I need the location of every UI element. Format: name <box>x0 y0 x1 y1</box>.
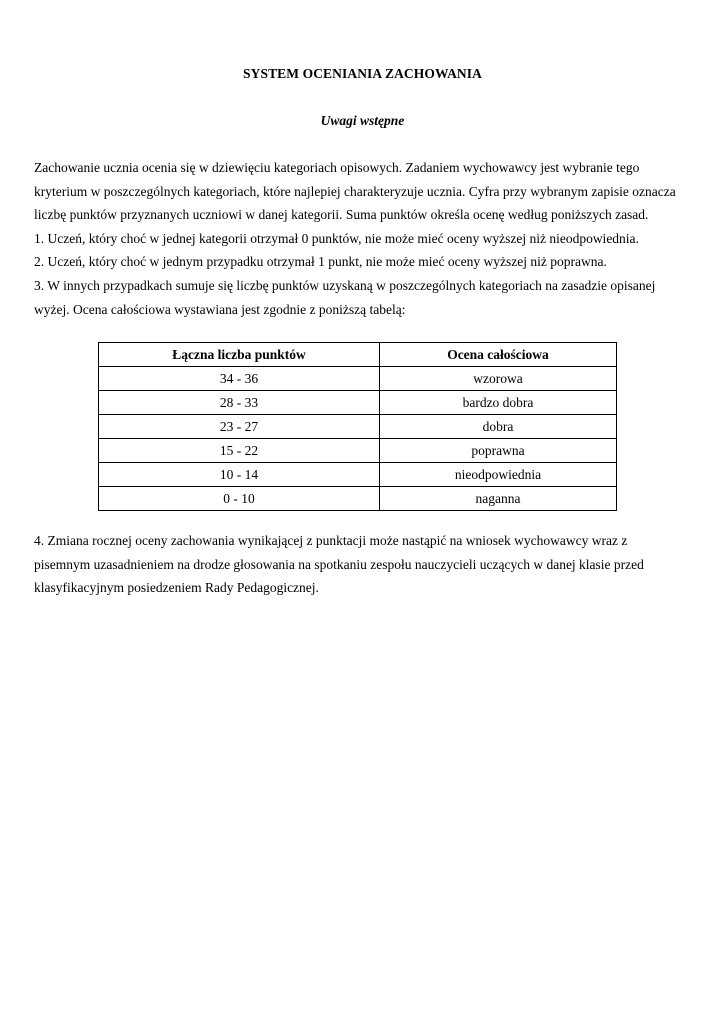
grade-cell: dobra <box>380 415 617 439</box>
intro-line: Zachowanie ucznia ocenia się w dziewięciu kategoriach opisowych. Zadaniem wychowawcy jest wybranie tego <box>34 160 640 175</box>
grade-cell: poprawna <box>380 439 617 463</box>
table-row <box>99 487 617 511</box>
rule-4-line: klasyfikacyjnym posiedzeniem Rady Pedagogicznej. <box>34 580 319 596</box>
grade-cell: bardzo dobra <box>380 391 617 415</box>
rule-2-line: 2. Uczeń, który choć w jednym przypadku otrzymał 1 punkt, nie może mieć oceny wyższej niż poprawna. <box>34 254 607 270</box>
table-row <box>99 439 617 463</box>
points-range-cell: 28 - 33 <box>99 391 380 415</box>
rule-3-line: 3. W innych przypadkach sumuje się liczbę punktów uzyskaną w poszczególnych kategoriach na zasadzie opisanej <box>34 277 656 293</box>
rule-3-line: wyżej. Ocena całościowa wystawiana jest zgodnie z poniższą tabelą: <box>34 301 406 317</box>
rule-4-line: 4. Zmiana rocznej oceny zachowania wynikającej z punktacji może nastąpić na wniosek wychowawcy wraz z <box>34 533 628 548</box>
points-range-cell: 34 - 36 <box>99 367 380 391</box>
grade-cell: naganna <box>380 487 617 511</box>
table-row <box>99 415 617 439</box>
intro-line: kryterium w poszczególnych kategoriach, które najlepiej charakteryzuje ucznia. Cyfra przy wybranym zapisie oznacza <box>34 183 676 199</box>
points-range-cell: 10 - 14 <box>99 463 380 487</box>
header-overall-grade: Ocena całościowa <box>380 343 617 367</box>
table-row <box>99 391 617 415</box>
rule-1-line: 1. Uczeń, który choć w jednej kategorii otrzymał 0 punktów, nie może mieć oceny wyższej niż nieodpowiednia. <box>34 230 639 246</box>
grading-table <box>98 342 617 511</box>
grade-cell: wzorowa <box>380 367 617 391</box>
table-row <box>99 367 617 391</box>
document-title: SYSTEM OCENIANIA ZACHOWANIA <box>243 66 482 81</box>
closing-paragraph <box>34 529 694 600</box>
table-row <box>99 463 617 487</box>
points-range-cell: 15 - 22 <box>99 439 380 463</box>
document-subtitle: Uwagi wstępne <box>320 113 405 128</box>
rule-4-line: pisemnym uzasadnieniem na drodze głosowania na spotkaniu zespołu nauczycieli uczących w danej klasie przed <box>34 556 644 572</box>
header-total-points: Łączna liczba punktów <box>99 343 380 367</box>
points-range-cell: 0 - 10 <box>99 487 380 511</box>
intro-line: liczbę punktów przyznanych uczniowi w danej kategorii. Suma punktów określa ocenę według poniższych zasad. <box>34 207 649 223</box>
table-header-row <box>99 343 617 367</box>
intro-paragraph <box>34 156 694 321</box>
points-range-cell: 23 - 27 <box>99 415 380 439</box>
grade-cell: nieodpowiednia <box>380 463 617 487</box>
